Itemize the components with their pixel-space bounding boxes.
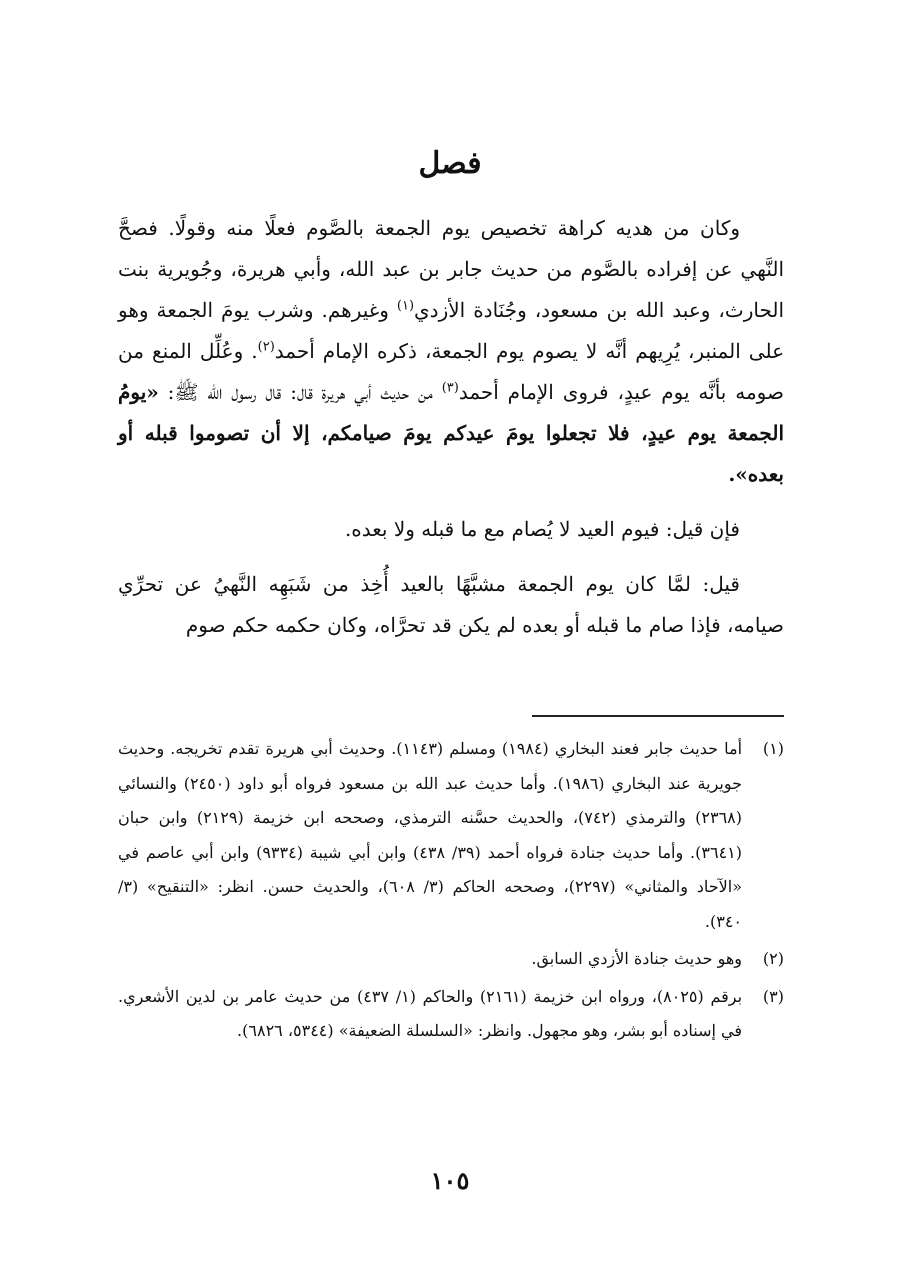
main-text: [118, 208, 784, 646]
footnote-2: [118, 942, 784, 977]
paragraph-2: فإن قيل: فيوم العيد لا يُصام مع ما قبله ولا بعده.: [344, 517, 740, 541]
footnote-text: أما حديث جابر فعند البخاري (١٩٨٤) ومسلم (١١٤٣). وحديث أبي هريرة تقدم تخريجه. وحديث جويرية عند البخاري (١٩٨٦). وأما حديث عبد الله بن مسعود فرواه أبو داود (٢٤٥٠) والنسائي (٢٣٦٨) والترمذي (٧٤٢)، والحديث حسَّنه الترمذي، وصححه ابن خزيمة (٢١٢٩) وابن حبان (٣٦٤١). وأما حديث جنادة فرواه أحمد (٣٩/ ٤٣٨) وابن أبي شيبة (٩٣٣٤) وابن أبي عاصم في «الآحاد والمثاني» (٢٢٩٧)، وصححه الحاكم (٣/ ٦٠٨)، والحديث حسن. انظر: «التنقيح» (٣/ ٣٤٠).: [118, 739, 743, 931]
hadith-quote: «يومُ الجمعة يوم عيدٍ، فلا تجعلوا يومَ عيدكم يومَ صيامكم، إلا أن تصوموا قبله أو بعده».: [118, 380, 784, 486]
paragraph-1-part-3: . وعُلِّل المنع من صومه بأنَّه يوم عيدٍ، فروى الإمام أحمد: [118, 339, 784, 404]
footnote-ref-3: (٣): [441, 380, 459, 396]
paragraph-1-part-4: من حديث أبي هريرة قال: قال رسول الله ﷺ:: [158, 380, 433, 404]
footnote-ref-2: (٢): [257, 339, 275, 355]
footnote-text: وهو حديث جنادة الأزدي السابق.: [531, 949, 742, 968]
footnote-text: برقم (٨٠٢٥)، ورواه ابن خزيمة (٢١٦١) والحاكم (١/ ٤٣٧) من حديث عامر بن لدين الأشعري. في إسناده أبو بشر، وهو مجهول. وانظر: «السلسلة الضعيفة» (٥٣٤٤، ٦٨٢٦).: [118, 986, 743, 1040]
footnote-separator: [532, 715, 784, 717]
page-number: ١٠٥: [430, 1166, 470, 1195]
footnotes: [118, 732, 784, 1052]
section-heading: فصل: [418, 146, 482, 181]
footnote-3: [118, 980, 784, 1049]
footnote-number: (١): [762, 739, 784, 758]
paragraph-1-part-1: وكان من هديه كراهة تخصيص يوم الجمعة بالصَّوم فعلًا منه وقولًا. فصحَّ النَّهي عن إفراده بالصَّوم من حديث جابر بن عبد الله، وأبي هريرة، وجُويرية بنت الحارث، وعبد الله بن مسعود، وجُنَادة الأزدي: [118, 216, 785, 322]
paragraph-1-part-2: وغيرهم. وشرب يومَ الجمعة وهو على المنبر، يُرِيهم أنَّه لا يصوم يوم الجمعة، ذكره الإمام أحمد: [118, 298, 785, 363]
paragraph-3: قيل: لمَّا كان يوم الجمعة مشبَّهًا بالعيد أُخِذ من شَبَهِه النَّهيُ عن تحرِّي صيامه، فإذا صام ما قبله أو بعده لم يكن قد تحرَّاه، وكان حكمه حكم صوم: [118, 572, 784, 637]
paragraph-1: [118, 208, 784, 495]
footnote-number: (٣): [762, 986, 784, 1006]
footnote-ref-1: (١): [396, 298, 415, 314]
footnote-1: [118, 732, 784, 939]
footnote-number: (٢): [762, 949, 784, 968]
